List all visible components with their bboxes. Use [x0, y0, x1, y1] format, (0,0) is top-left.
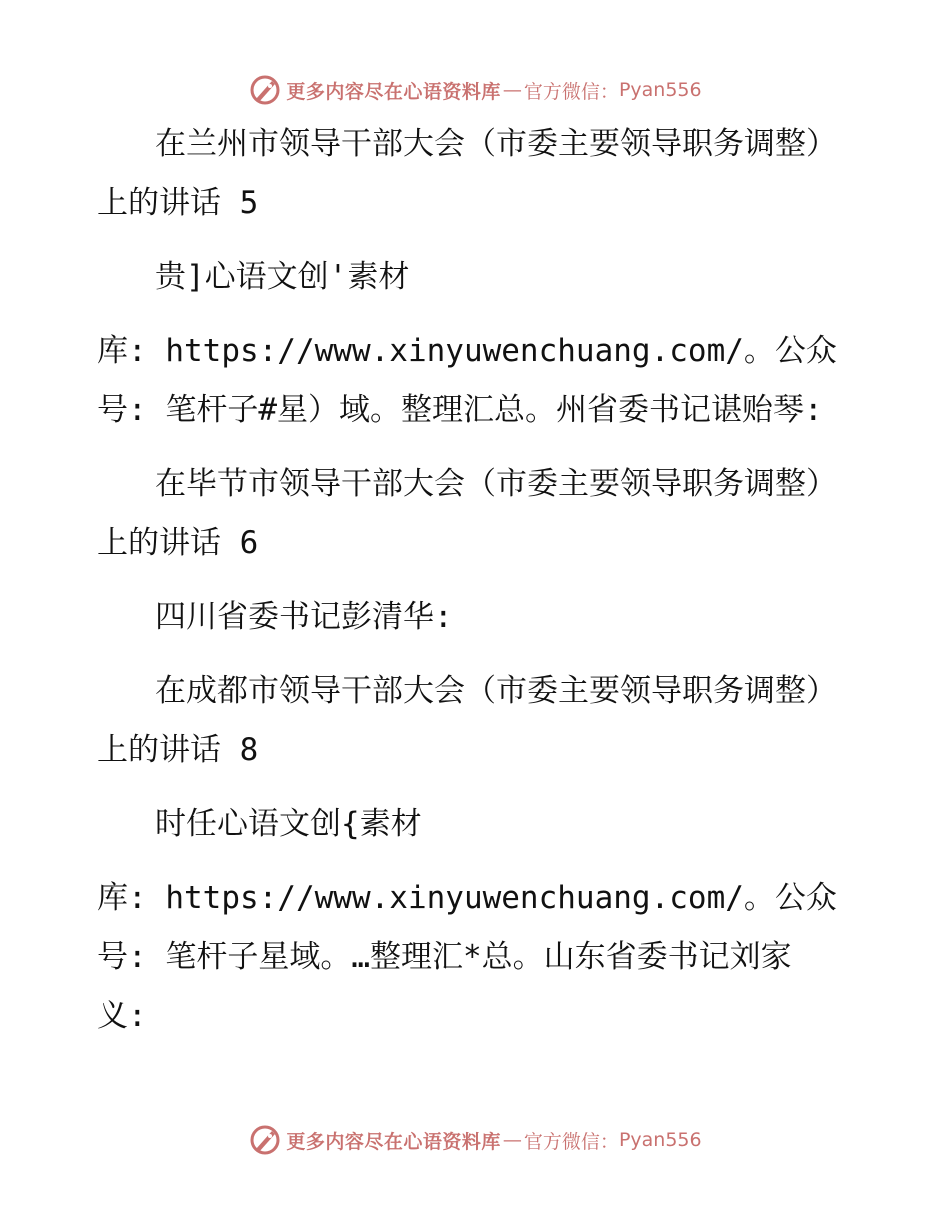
- footer-site-text: 更多内容尽在心语资料库: [286, 1130, 501, 1153]
- footer-separator: —: [502, 1129, 522, 1151]
- document-body: [97, 115, 837, 1061]
- pen-nib-logo-icon: [248, 73, 282, 107]
- paragraph-3: 库: https://www.xinyuwenchuang.com/。公众号: 笔杆子#星）域。整理汇总。州省委书记谌贻琴:: [97, 333, 837, 428]
- footer-wechat-id: Pyan556: [618, 1129, 702, 1151]
- pen-nib-logo-icon: [248, 1123, 282, 1157]
- paragraph-4: 在毕节市领导干部大会（市委主要领导职务调整）上的讲话 6: [97, 466, 837, 561]
- footer-banner: [0, 1120, 950, 1160]
- paragraph-5: 四川省委书记彭清华:: [155, 599, 453, 635]
- banner-wechat-label: 官方微信：: [523, 80, 619, 103]
- header-banner: [0, 70, 950, 110]
- banner-site-text: 更多内容尽在心语资料库: [286, 80, 501, 103]
- banner-separator: —: [502, 79, 522, 101]
- paragraph-8: 库: https://www.xinyuwenchuang.com/。公众号: 笔杆子星域。…整理汇*总。山东省委书记刘家义:: [97, 880, 837, 1034]
- footer-wechat-label: 官方微信：: [523, 1130, 619, 1153]
- paragraph-7: 时任心语文创{素材: [155, 806, 422, 842]
- paragraph-6: 在成都市领导干部大会（市委主要领导职务调整）上的讲话 8: [97, 673, 837, 768]
- paragraph-1: 在兰州市领导干部大会（市委主要领导职务调整）上的讲话 5: [97, 126, 837, 221]
- paragraph-2: 贵]心语文创'素材: [155, 259, 410, 295]
- banner-wechat-id: Pyan556: [618, 79, 702, 101]
